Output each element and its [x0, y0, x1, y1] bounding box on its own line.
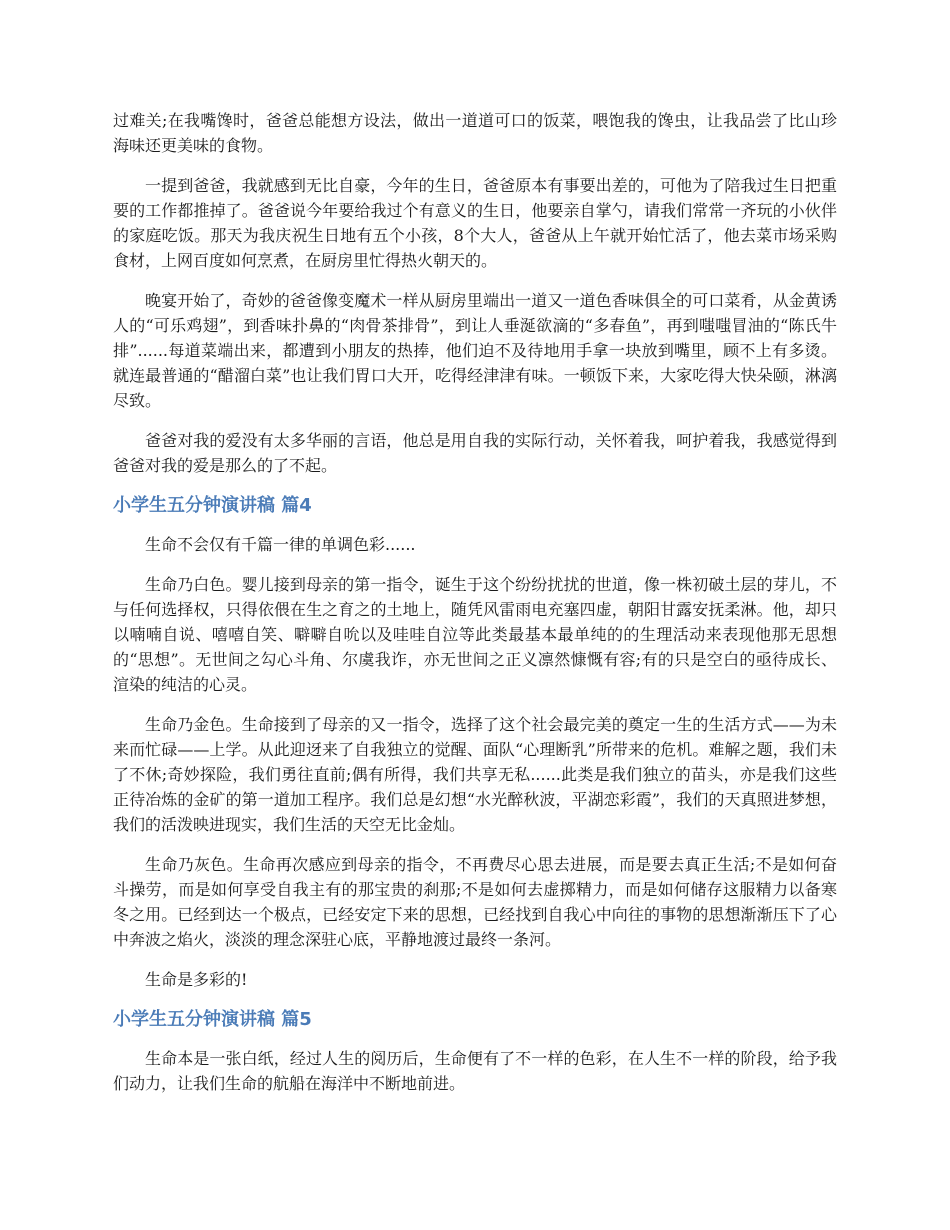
section-heading-4: 小学生五分钟演讲稿 篇4 — [113, 495, 312, 516]
paragraph: 生命乃金色。生命接到了母亲的又一指令，选择了这个社会最完美的奠定一生的生活方式——为未来而忙碌——上学。从此迎迓来了自我独立的觉醒、面队“心理断乳”所带来的危机。难解之题，我们未了不休;奇妙探险，我们勇往直前;偶有所得，我们共享无私......此类是我们独立的苗头，亦是我们这些正待冶炼的金矿的第一道加工程序。我们总是幻想“水光醉秋波，平湖恋彩霞”，我们的天真照进梦想，我们的活泼映进现实，我们生活的天空无比金灿。 — [113, 715, 837, 834]
paragraph: 一提到爸爸，我就感到无比自豪，今年的生日，爸爸原本有事要出差的，可他为了陪我过生日把重要的工作都推掉了。爸爸说今年要给我过个有意义的生日，他要亲自掌勺，请我们常常一齐玩的小伙伴的家庭吃饭。那天为我庆祝生日地有五个小孩，8个大人，爸爸从上午就开始忙活了，他去菜市场采购食材，上网百度如何烹煮，在厨房里忙得热火朝天的。 — [113, 176, 837, 270]
paragraph: 晚宴开始了，奇妙的爸爸像变魔术一样从厨房里端出一道又一道色香味俱全的可口菜肴，从金黄诱人的“可乐鸡翅”，到香味扑鼻的“肉骨茶排骨”，到让人垂涎欲滴的“多春鱼”，再到嗤嗤冒油的“陈氏牛排”......每道菜端出来，都遭到小朋友的热捧，他们迫不及待地用手拿一块放到嘴里，顾不上有多烫。就连最普通的“醋溜白菜”也让我们胃口大开，吃得经津津有味。一顿饭下来，大家吃得大快朵颐，淋漓尽致。 — [113, 291, 837, 410]
paragraph: 生命不会仅有千篇一律的单调色彩...... — [145, 535, 416, 554]
paragraph: 生命是多彩的! — [145, 970, 248, 989]
paragraph: 生命本是一张白纸，经过人生的阅历后，生命便有了不一样的色彩，在人生不一样的阶段，给予我们动力，让我们生命的航船在海洋中不断地前进。 — [113, 1049, 837, 1093]
document-page — [113, 108, 837, 1111]
paragraph: 生命乃白色。婴儿接到母亲的第一指令，诞生于这个纷纷扰扰的世道，像一株初破土层的芽儿，不与任何选择权，只得依偎在生之育之的土地上，随凭风雷雨电充塞四虚，朝阳甘露安抚柔淋。他，却只以喃喃自说、嘻嘻自笑、噼噼自吮以及哇哇自泣等此类最基本最单纯的的生理活动来表现他那无思想的“思想”。无世间之勾心斗角、尔虞我诈，亦无世间之正义凛然慷慨有容;有的只是空白的亟待成长、渲染的纯洁的心灵。 — [113, 575, 837, 694]
paragraph: 爸爸对我的爱没有太多华丽的言语，他总是用自我的实际行动，关怀着我，呵护着我，我感觉得到爸爸对我的爱是那么的了不起。 — [113, 431, 837, 475]
paragraph: 生命乃灰色。生命再次感应到母亲的指令，不再费尽心思去进展，而是要去真正生活;不是如何奋斗操劳，而是如何享受自我主有的那宝贵的刹那;不是如何去虚掷精力，而是如何储存这服精力以备寒冬之用。已经到达一个极点，已经安定下来的思想，已经找到自我心中向往的事物的思想渐渐压下了心中奔波之焰火，淡淡的理念深驻心底，平静地渡过最终一条河。 — [113, 855, 837, 949]
section-heading-5: 小学生五分钟演讲稿 篇5 — [113, 1009, 312, 1030]
paragraph: 过难关;在我嘴馋时，爸爸总能想方设法，做出一道道可口的饭菜，喂饱我的馋虫，让我品尝了比山珍海味还更美味的食物。 — [113, 111, 837, 155]
